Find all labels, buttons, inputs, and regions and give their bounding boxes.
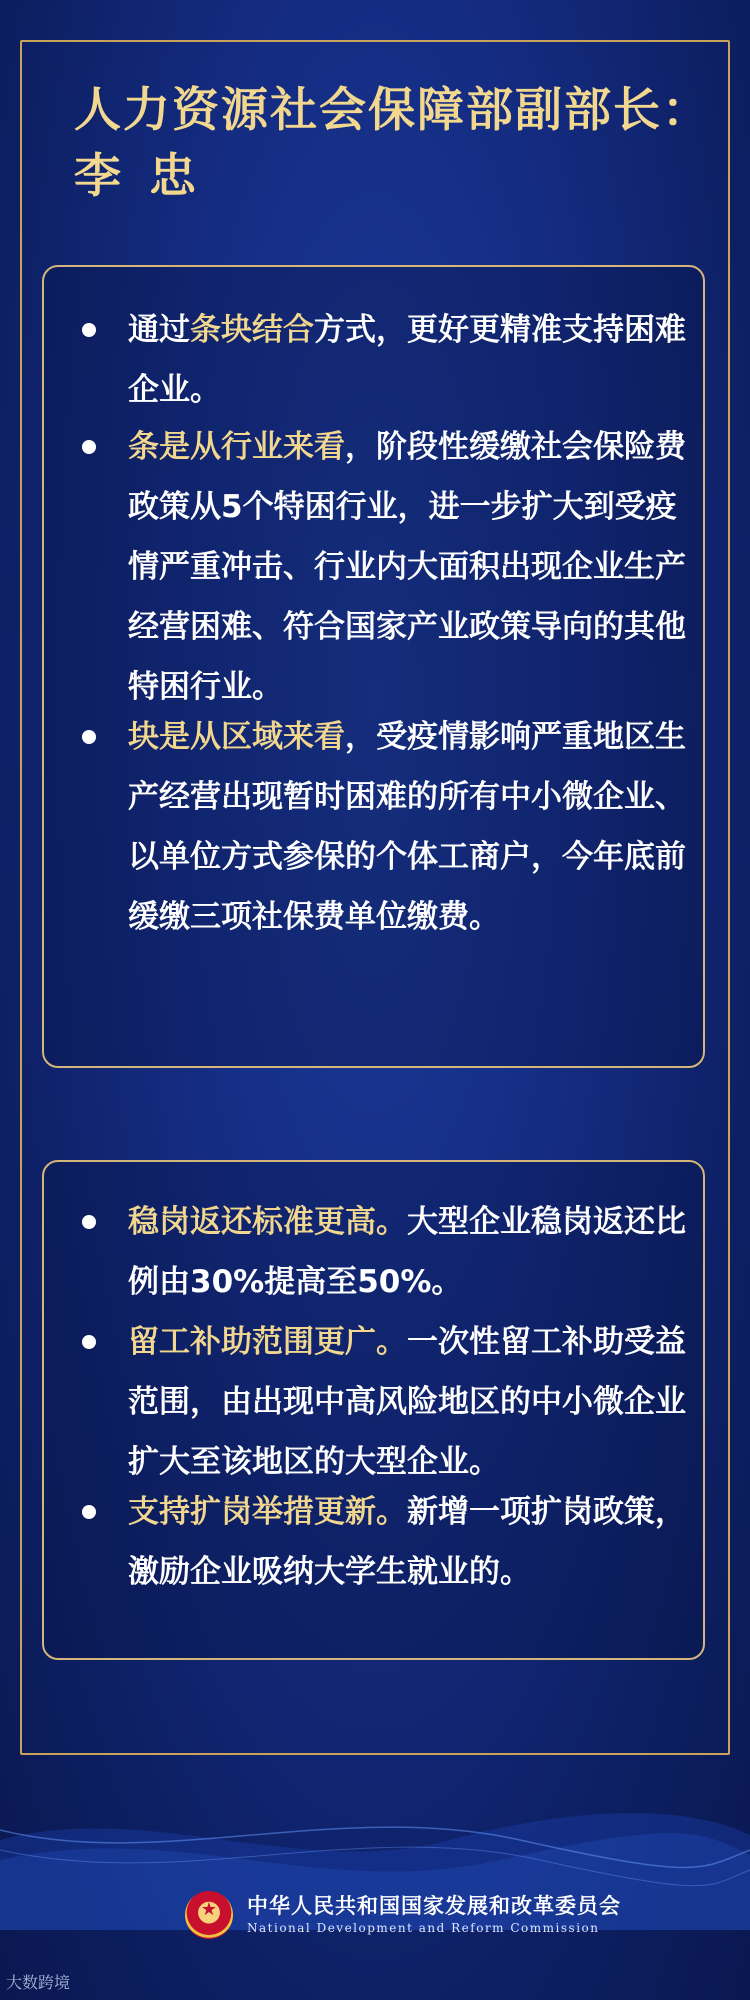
highlight-segment: 留工补助范围更广。	[128, 1324, 407, 1360]
policy-box-industry-region	[42, 265, 705, 1068]
text-segment: 一次性留工补助受益范围，由出现中高风险地区的中小微企业扩大至该地区的大型企业。	[128, 1324, 686, 1480]
highlight-segment: 条是从行业来看	[128, 429, 345, 465]
bullet-dot-icon	[82, 1215, 96, 1229]
bullet-text	[82, 1482, 692, 1602]
national-emblem-icon: ★	[185, 1891, 233, 1939]
bullet-item	[82, 1312, 692, 1492]
text-segment: 大型企业稳岗返还比例由30%提高至50%。	[128, 1204, 686, 1300]
bullet-item	[82, 1192, 692, 1312]
bullet-dot-icon	[82, 440, 96, 454]
title-line-2: 李忠	[74, 149, 224, 204]
page-title	[74, 78, 711, 210]
bullet-text	[82, 300, 692, 420]
publisher-name-en: National Development and Reform Commission	[247, 1921, 600, 1935]
text-segment: ，阶段性缓缴社会保险费政策从5个特困行业，进一步扩大到受疫情严重冲击、行业内大面积出现企业生产经营困难、符合国家产业政策导向的其他特困行业。	[128, 429, 686, 705]
bullet-dot-icon	[82, 323, 96, 337]
bullet-text	[82, 1312, 692, 1492]
bullet-text	[82, 707, 692, 947]
watermark: 大数跨境	[6, 1973, 71, 1992]
bullet-text	[82, 417, 692, 717]
bullet-item	[82, 300, 692, 420]
bullet-item	[82, 707, 692, 947]
bullet-text	[82, 1192, 692, 1312]
text-segment: 通过	[128, 312, 190, 348]
policy-box-job-stabilization	[42, 1160, 705, 1660]
publisher-name	[247, 1893, 621, 1937]
text-segment: 方式，更好更精准支持困难企业。	[128, 312, 686, 408]
publisher-name-cn: 中华人民共和国国家发展和改革委员会	[247, 1894, 621, 1918]
highlight-segment: 条块结合	[190, 312, 314, 348]
bullet-dot-icon	[82, 1505, 96, 1519]
text-segment: 新增一项扩岗政策，激励企业吸纳大学生就业的。	[128, 1494, 686, 1590]
bullet-item	[82, 1482, 692, 1602]
highlight-segment: 块是从区域来看	[128, 719, 345, 755]
highlight-segment: 稳岗返还标准更高。	[128, 1204, 407, 1240]
text-segment: ，受疫情影响严重地区生产经营出现暂时困难的所有中小微企业、以单位方式参保的个体工商户，今年底前缓缴三项社保费单位缴费。	[128, 719, 686, 935]
bullet-item	[82, 417, 692, 717]
bullet-dot-icon	[82, 1335, 96, 1349]
publisher-footer	[185, 1885, 621, 1945]
title-line-1: 人力资源社会保障部副部长：	[74, 83, 711, 138]
highlight-segment: 支持扩岗举措更新。	[128, 1494, 407, 1530]
bullet-dot-icon	[82, 730, 96, 744]
